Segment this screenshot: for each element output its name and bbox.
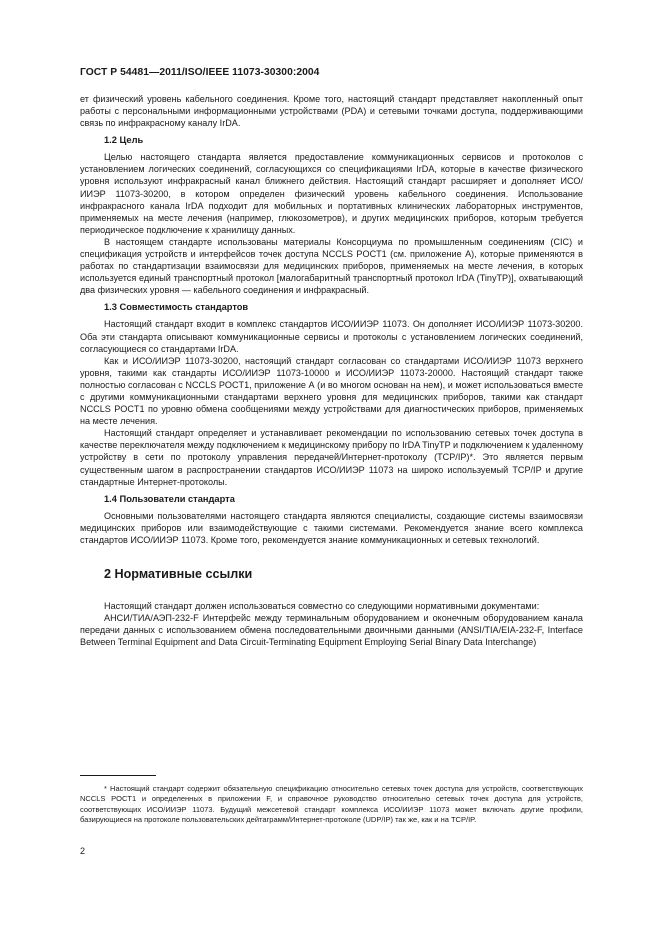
section-1-2-paragraph: Целью настоящего стандарта является предоставление коммуникационных сервисов и протоколов с установлением логических соединений, согласующихся со спецификациями IrDA, которые в качестве физического уровня используют инфракрасный канал ближнего действия. Настоящий стандарт расширяет и дополняет ИСО/ИИЭР 11073-30200, в котором определен физический уровень кабельного соединения. Использование инфракрасного канала IrDA подходит для мобильных и портативных клинических лабораторных инструментов, применяемых на месте лечения (например, глюкозометров), и других медицинских приборов, которым требуется периодическое подключение к хранилищу данных. xyxy=(80,152,583,235)
document-body xyxy=(80,93,583,648)
section-1-4-paragraph: Основными пользователями настоящего стандарта являются специалисты, создающие системы взаимосвязи медицинских приборов или взаимодействующие с такими системами. Рекомендуется знание всего комплекса стандартов ИСО/ИИЭР 11073. Кроме того, рекомендуется знание коммуникационных и сетевых технологий. xyxy=(80,510,583,545)
section-1-4-heading: 1.4 Пользователи стандарта xyxy=(104,493,235,504)
page-number: 2 xyxy=(80,846,86,856)
section-1-2-heading: 1.2 Цель xyxy=(104,135,144,146)
section-1-3-heading: 1.3 Совместимость стандартов xyxy=(104,302,249,313)
section-1-2-paragraph: В настоящем стандарте использованы материалы Консорциума по промышленным соединениям (CIC) и спецификация устройств и интерфейсов точек доступа NCCLS POCT1 (см. приложение А), которые применяются в работах по стандартизации взаимосвязи для медицинских приборов, применяемых на месте лечения, в которых используется единый транспортный протокол [малогабаритный транспортный протокол IrDA (TinyTP)], охватывающий два физических уровня — кабельного соединения и инфракрасный. xyxy=(80,236,583,296)
footnote-divider xyxy=(80,775,156,776)
intro-paragraph: ет физический уровень кабельного соединения. Кроме того, настоящий стандарт представляет накопленный опыт работы с персональными информационными устройствами (PDA) и сетевыми точками доступа, поддерживающими связь по инфракрасному каналу IrDA. xyxy=(80,94,583,129)
section-1-3-paragraph: Как и ИСО/ИИЭР 11073-30200, настоящий стандарт согласован со стандартами ИСО/ИИЭР 11073 верхнего уровня, такими как стандарты ИСО/ИИЭР 11073-10000 и ИСО/ИИЭР 11073-20000. Настоящий стандарт также полностью согласован с NCCLS POCT1, приложение А (и во многом основан на нем), и может использоваться вместе с другими коммуникационными стандартами верхнего уровня для медицинских приборов, такими как стандарт NCCLS POCT1 по уровню обмена сообщениями между устройствами для диагностических приборов, применяемых на месте лечения. xyxy=(80,355,583,427)
footnote: * Настоящий стандарт содержит обязательную спецификацию относительно сетевых точек доступа для устройств, соответствующих NCCLS POCT1 и определенных в приложении F, и справочное руководство относительно сетевых точек доступа для устройств, соответствующих ИСО/ИИЭР 11073. Будущий межсетевой стандарт комплекса ИСО/ИИЭР 11073 может включать другие профили, базирующиеся на протоколе пользовательских дейтаграмм/Интернет-протоколе (UDP/IP) так же, как и на TCP/IP. xyxy=(80,784,583,824)
document-header: ГОСТ Р 54481—2011/ISO/IEEE 11073-30300:2004 xyxy=(80,67,320,78)
section-2-paragraph: Настоящий стандарт должен использоваться совместно со следующими нормативными документами: xyxy=(104,601,540,611)
section-1-3-paragraph: Настоящий стандарт входит в комплекс стандартов ИСО/ИИЭР 11073. Он дополняет ИСО/ИИЭР 11073-30200. Оба эти стандарта описывают коммуникационные сервисы и протоколы с установлением логических соединений, согласующиеся со стандартами IrDA. xyxy=(80,319,583,354)
section-1-3-paragraph: Настоящий стандарт определяет и устанавливает рекомендации по использованию сетевых точек доступа в качестве переключателя между подключением к медицинскому прибору по IrDA TinyTP и подключением к удаленному устройству в сети по протоколу управления передачей/Интернет-протоколу (TCP/IP)*. Это является первым существенным шагом в распространении стандартов ИСО/ИИЭР 11073 на широко используемый TCP/IP и другие стандартные Интернет-протоколы. xyxy=(80,428,583,487)
normative-reference-entry: АНСИ/ТИА/АЭП-232-F Интерфейс между терминальным оборудованием и оконечным оборудованием канала передачи данных с использованием обмена последовательными двоичными данными (ANSI/TIA/EIA-232-F, Interface Between Terminal Equipment and Data Circuit-Terminating Equipment Employing Serial Binary Data Interchange) xyxy=(80,613,583,648)
section-2-heading: 2 Нормативные ссылки xyxy=(104,567,253,581)
